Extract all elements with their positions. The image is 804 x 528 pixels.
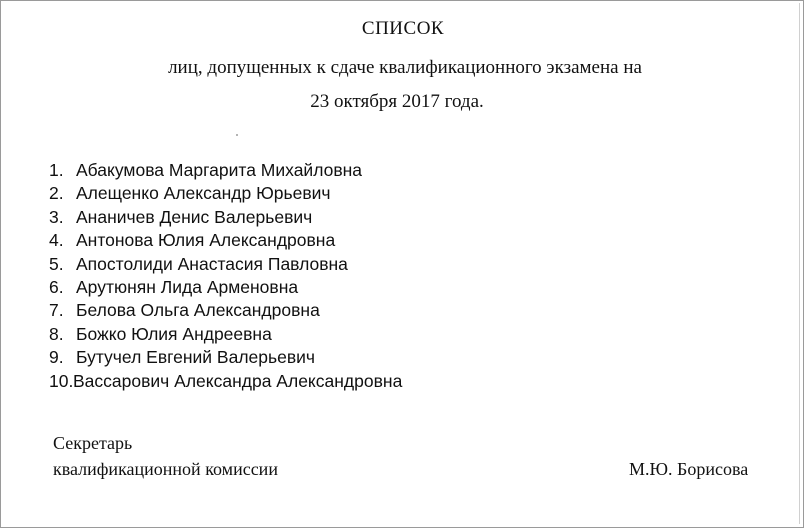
list-item-number: 1. — [49, 160, 64, 180]
list-item-number: 7. — [49, 300, 64, 321]
signature-role-line1: Секретарь — [53, 433, 133, 453]
list-item — [49, 276, 402, 299]
list-item — [49, 299, 402, 322]
list-item-number: 2. — [49, 183, 64, 204]
list-item — [49, 206, 402, 229]
list-item-name: Ананичев Денис Валерьевич — [76, 206, 313, 227]
list-item — [49, 346, 402, 369]
list-item-number: 5. — [49, 253, 64, 274]
list-item-number: 9. — [49, 347, 64, 368]
page-edge — [799, 3, 800, 524]
list-item-number: 6. — [49, 276, 64, 297]
list-item — [49, 182, 402, 205]
document-subtitle-line1: лиц, допущенных к сдаче квалификационного экзамена на — [168, 57, 642, 78]
list-item-number: 10. — [49, 370, 74, 391]
list-item-number: 4. — [49, 230, 64, 251]
list-item-name: Божко Юлия Андреевна — [76, 323, 272, 344]
list-item-name: Алещенко Александр Юрьевич — [76, 183, 331, 204]
list-item-name: Апостолиди Анастасия Павловна — [76, 253, 348, 274]
list-item-name: Вассарович Александра Александровна — [73, 370, 403, 391]
signature-role-line2: квалификационной комиссии — [53, 459, 278, 479]
list-item — [49, 159, 402, 182]
list-item-name: Арутюнян Лида Арменовна — [76, 276, 299, 297]
document-subtitle-line2: 23 октября 2017 года. — [310, 91, 484, 112]
candidate-list — [49, 159, 402, 393]
list-item — [49, 370, 402, 393]
list-item-number: 3. — [49, 206, 64, 227]
list-item — [49, 229, 402, 252]
scan-speck — [236, 134, 238, 136]
list-item-name: Белова Ольга Александровна — [76, 300, 320, 321]
document-title: СПИСОК — [361, 18, 445, 39]
list-item-name: Бутучел Евгений Валерьевич — [76, 347, 316, 368]
list-item — [49, 323, 402, 346]
list-item-name: Антонова Юлия Александровна — [76, 230, 336, 251]
list-item — [49, 253, 402, 276]
signature-name: М.Ю. Борисова — [629, 459, 749, 479]
list-item-number: 8. — [49, 323, 64, 344]
list-item-name: Абакумова Маргарита Михайловна — [76, 160, 363, 180]
